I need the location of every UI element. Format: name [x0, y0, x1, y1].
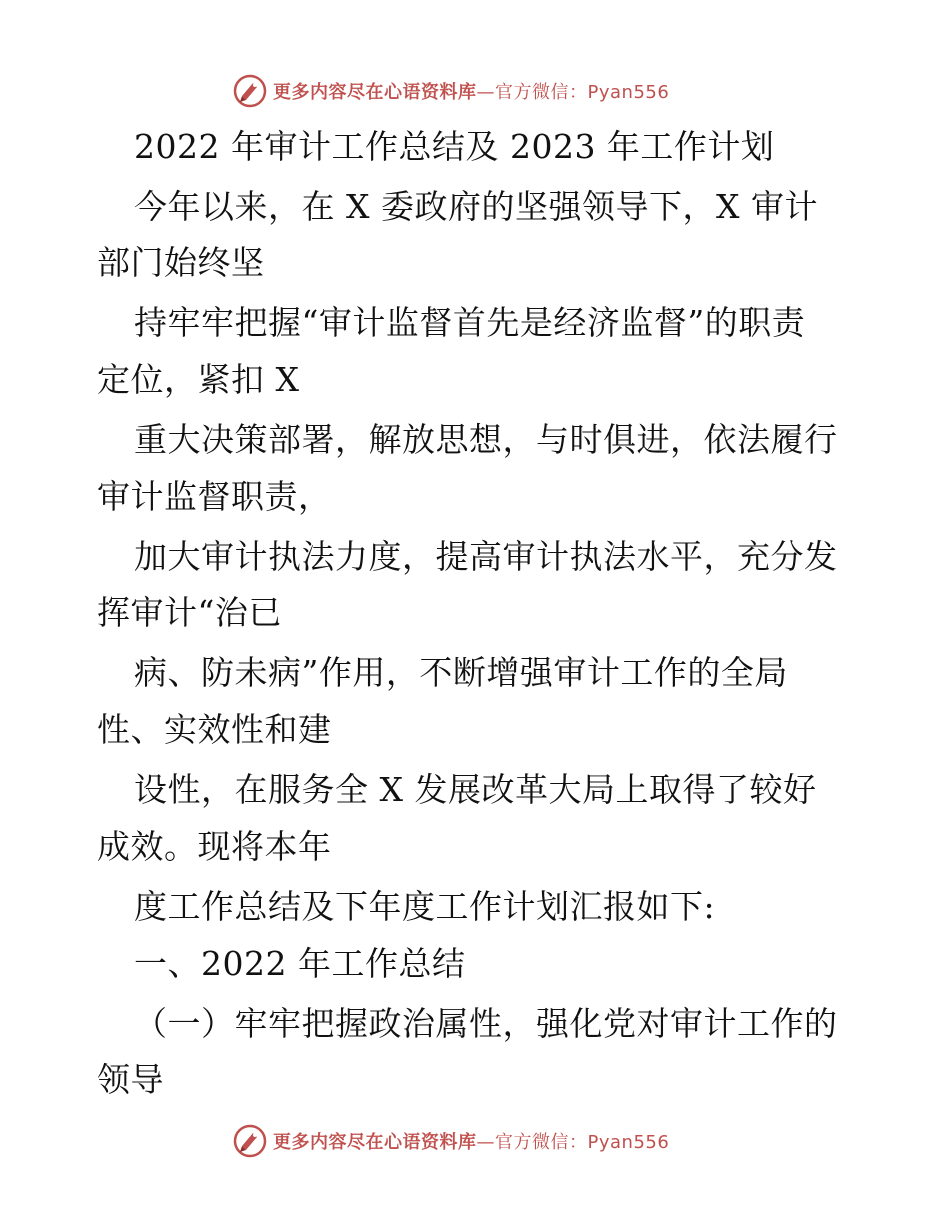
- paragraph-line: 重大决策部署，解放思想，与时俱进，依法履行: [134, 420, 838, 459]
- watermark-separator: —: [476, 82, 495, 103]
- watermark-brand: 更多内容尽在心语资料库: [273, 1132, 477, 1153]
- paragraph-line: 病、防未病”作用，不断增强审计工作的全局: [134, 653, 788, 692]
- paragraph-line: 审计监督职责，: [97, 477, 332, 516]
- paragraph-line: 度工作总结及下年度工作计划汇报如下:: [134, 887, 716, 926]
- watermark-label: 官方微信：: [495, 82, 588, 103]
- paragraph-line: 设性，在服务全 X 发展改革大局上取得了较好: [134, 770, 817, 809]
- paragraph-line: 加大审计执法力度，提高审计执法水平，充分发: [134, 537, 838, 576]
- paragraph-line: 定位，紧扣 X: [97, 360, 300, 399]
- footer-watermark: [233, 1124, 669, 1158]
- brand-logo-icon: [233, 74, 267, 108]
- paragraph-line: 性、实效性和建: [97, 710, 332, 749]
- section-heading: 一、2022 年工作总结: [134, 944, 466, 983]
- paragraph-line: 持牢牢把握“审计监督首先是经济监督”的职责: [134, 303, 806, 342]
- paragraph-line: 领导: [97, 1060, 164, 1099]
- watermark-separator: —: [476, 1132, 495, 1153]
- watermark-wechat-id: Pyan556: [587, 82, 670, 103]
- subsection-heading: （一）牢牢把握政治属性，强化党对审计工作的: [134, 1004, 838, 1043]
- brand-logo-icon: [233, 1124, 267, 1158]
- paragraph-line: 成效。现将本年: [97, 827, 332, 866]
- paragraph-line: 部门始终坚: [97, 243, 265, 282]
- document-title: 2022 年审计工作总结及 2023 年工作计划: [134, 127, 775, 166]
- watermark-brand: 更多内容尽在心语资料库: [273, 82, 477, 103]
- paragraph-line: 挥审计“治已: [97, 593, 282, 632]
- watermark-label: 官方微信：: [495, 1132, 588, 1153]
- watermark-text: [273, 78, 669, 104]
- header-watermark: [233, 74, 669, 108]
- watermark-wechat-id: Pyan556: [587, 1132, 670, 1153]
- paragraph-line: 今年以来，在 X 委政府的坚强领导下，X 审计: [134, 187, 818, 226]
- watermark-text: [273, 1128, 669, 1154]
